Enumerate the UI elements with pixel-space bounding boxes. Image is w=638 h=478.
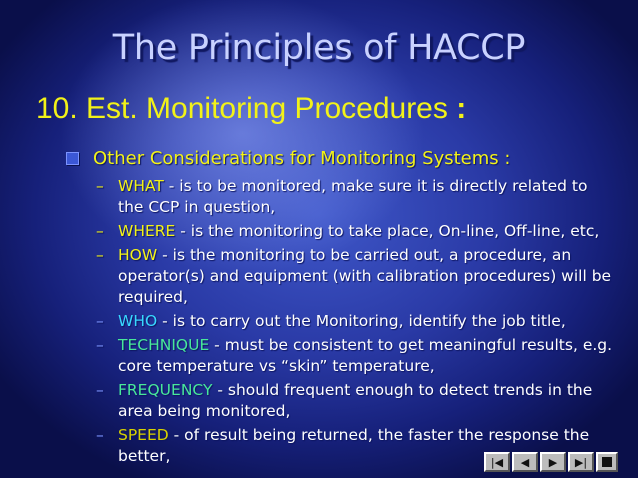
subtitle-colon: : bbox=[456, 92, 467, 125]
slide-title: The Principles of HACCP bbox=[112, 28, 526, 68]
item-keyword: TECHNIQUE bbox=[118, 336, 210, 354]
item-keyword: WHERE bbox=[118, 222, 176, 240]
list-item bbox=[96, 311, 616, 332]
slide-navigation bbox=[484, 452, 618, 472]
main-bullet-text: Other Considerations for Monitoring Systems : bbox=[93, 148, 511, 169]
item-keyword: WHO bbox=[118, 312, 158, 330]
dash-bullet: – bbox=[96, 336, 104, 354]
list-item bbox=[96, 176, 616, 218]
slide-subtitle bbox=[36, 92, 466, 126]
first-slide-icon: |◀ bbox=[490, 455, 504, 469]
previous-slide-button[interactable] bbox=[512, 452, 538, 472]
item-keyword: FREQUENCY bbox=[118, 381, 213, 399]
previous-slide-icon: ◀ bbox=[520, 455, 530, 469]
last-slide-icon: ▶| bbox=[574, 455, 588, 469]
item-text: - is the monitoring to take place, On-line, Off-line, etc, bbox=[175, 222, 600, 240]
item-text: - of result being returned, the faster the response the better, bbox=[118, 426, 590, 465]
dash-bullet: – bbox=[96, 177, 104, 195]
item-keyword: SPEED bbox=[118, 426, 169, 444]
dash-bullet: – bbox=[96, 312, 104, 330]
square-bullet-icon bbox=[66, 152, 79, 165]
subtitle-text: 10. Est. Monitoring Procedures bbox=[36, 92, 448, 125]
list-item bbox=[96, 380, 616, 422]
next-slide-button[interactable] bbox=[540, 452, 566, 472]
item-text: - should frequent enough to detect trends in the area being monitored, bbox=[118, 381, 593, 420]
item-keyword: WHAT bbox=[118, 177, 164, 195]
sub-bullet-list bbox=[96, 176, 616, 470]
stop-icon bbox=[602, 457, 612, 467]
first-slide-button[interactable] bbox=[484, 452, 510, 472]
item-text: - is the monitoring to be carried out, a procedure, an operator(s) and equipment (with calibration procedures) will be required, bbox=[118, 246, 612, 306]
list-item bbox=[96, 221, 616, 242]
item-text: - is to carry out the Monitoring, identify the job title, bbox=[157, 312, 566, 330]
last-slide-button[interactable] bbox=[568, 452, 594, 472]
item-text: - must be consistent to get meaningful results, e.g. core temperature vs “skin” temperature, bbox=[118, 336, 613, 375]
list-item bbox=[96, 245, 616, 308]
next-slide-icon: ▶ bbox=[548, 455, 558, 469]
dash-bullet: – bbox=[96, 381, 104, 399]
dash-bullet: – bbox=[96, 246, 104, 264]
item-keyword: HOW bbox=[118, 246, 158, 264]
list-item bbox=[96, 335, 616, 377]
dash-bullet: – bbox=[96, 426, 104, 444]
dash-bullet: – bbox=[96, 222, 104, 240]
main-bullet bbox=[66, 148, 510, 169]
item-text: - is to be monitored, make sure it is directly related to the CCP in question, bbox=[118, 177, 588, 216]
stop-button[interactable] bbox=[596, 452, 618, 472]
